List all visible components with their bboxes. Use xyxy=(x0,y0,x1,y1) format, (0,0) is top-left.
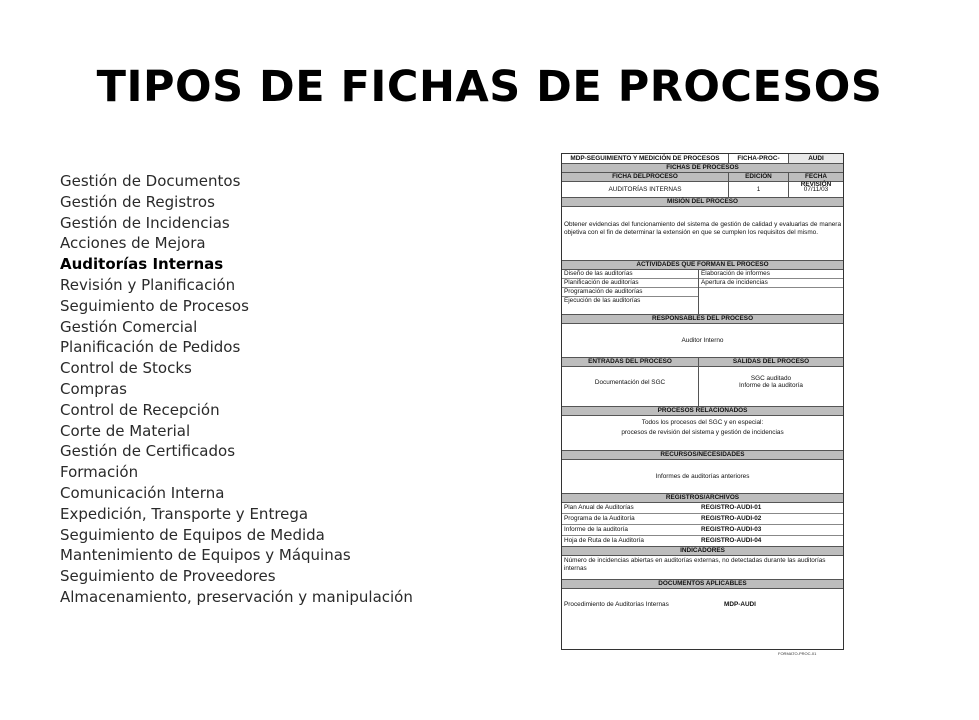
list-item: Seguimiento de Procesos xyxy=(60,296,249,315)
registro-row xyxy=(562,503,843,514)
actividad: Ejecución de las auditorías xyxy=(564,297,641,304)
page-title: TIPOS DE FICHAS DE PROCESOS xyxy=(96,62,883,112)
registro-code: REGISTRO-AUDI-02 xyxy=(701,515,762,522)
registro-code: REGISTRO-AUDI-03 xyxy=(701,526,762,533)
recursos: Informes de auditorías anteriores xyxy=(562,460,843,494)
mision-text: Obtener evidencias del funcionamiento del sistema de gestión de calidad y evaluarlas de manera objetiva con el fin de determinar la extensión en que se cumplen los requisitos del mismo. xyxy=(562,207,843,261)
list-item: Seguimiento de Equipos de Medida xyxy=(60,525,325,544)
process-form xyxy=(561,153,844,650)
list-item: Corte de Material xyxy=(60,421,191,440)
relacionado: Todos los procesos del SGC y en especial: xyxy=(641,419,764,426)
actividades xyxy=(562,270,843,315)
list-item: Control de Stocks xyxy=(60,359,192,378)
form-header-suffix: AUDI xyxy=(789,154,843,163)
list-item: Gestión Comercial xyxy=(60,317,198,336)
list-item: Control de Recepción xyxy=(60,400,220,419)
section-actividades: ACTIVIDADES QUE FORMAN EL PROCESO xyxy=(562,261,843,270)
registros xyxy=(562,503,843,547)
section-entradas: ENTRADAS DEL PROCESO xyxy=(562,358,699,366)
relacionados xyxy=(562,416,843,451)
documentos xyxy=(562,589,843,623)
list-item: Seguimiento de Proveedores xyxy=(60,567,276,586)
list-item: Expedición, Transporte y Entrega xyxy=(60,504,309,523)
actividad: Programación de auditorías xyxy=(562,288,698,297)
doc-code: MDP-AUDI xyxy=(724,601,756,608)
list-item: Gestión de Documentos xyxy=(60,172,241,190)
section-documentos: DOCUMENTOS APLICABLES xyxy=(562,580,843,589)
list-item: Formación xyxy=(60,463,139,482)
form-header xyxy=(562,154,843,164)
responsable: Auditor Interno xyxy=(562,324,843,358)
actividades-right xyxy=(699,270,843,314)
col-fecha: FECHA REVISIÓN xyxy=(800,173,832,188)
registro-name: Programa de la Auditoría xyxy=(564,515,635,522)
registro-name: Hoja de Ruta de la Auditoría xyxy=(564,537,644,544)
section-salidas: SALIDAS DEL PROCESO xyxy=(732,358,810,365)
section-indicadores: INDICADORES xyxy=(562,547,843,556)
section-responsables: RESPONSABLES DEL PROCESO xyxy=(562,315,843,324)
val-edicion: 1 xyxy=(729,182,789,197)
list-item: Gestión de Registros xyxy=(60,192,215,211)
doc-name: Procedimiento de Auditorías Internas xyxy=(564,601,669,608)
list-item: Comunicación Interna xyxy=(60,483,225,502)
salida: SGC auditado xyxy=(750,375,792,382)
process-list xyxy=(60,171,413,608)
list-item: Revisión y Planificación xyxy=(60,275,236,294)
entradas: Documentación del SGC xyxy=(562,367,699,406)
relacionado: procesos de revisión del sistema y gestión de incidencias xyxy=(621,429,784,436)
registro-name: Plan Anual de Auditorías xyxy=(564,504,634,511)
list-item: Acciones de Mejora xyxy=(60,234,206,253)
registro-row xyxy=(562,514,843,525)
form-header-title: MDP-SEGUIMIENTO Y MEDICIÓN DE PROCESOS xyxy=(562,154,729,163)
section-recursos: RECURSOS/NECESIDADES xyxy=(562,451,843,460)
list-item-active: Auditorías Internas xyxy=(60,255,224,274)
col-edicion: EDICIÓN xyxy=(729,173,789,181)
indicadores: Número de incidencias abiertas en auditorías externas, no detectadas durante las auditorías internas xyxy=(562,556,843,580)
section-registros: REGISTROS/ARCHIVOS xyxy=(562,494,843,503)
section-fichas: FICHAS DE PROCESOS xyxy=(562,164,843,173)
list-item: Almacenamiento, preservación y manipulación xyxy=(60,587,413,606)
form-footer: FORMATO-PROC-01 xyxy=(778,651,817,656)
list-item: Compras xyxy=(60,379,127,398)
list-item: Gestión de Incidencias xyxy=(60,213,230,232)
registro-code: REGISTRO-AUDI-01 xyxy=(701,504,762,511)
entradas-salidas xyxy=(562,367,843,407)
col-ficha: FICHA DELPROCESO xyxy=(562,173,729,181)
list-item: Mantenimiento de Equipos y Máquinas xyxy=(60,546,351,565)
registro-row xyxy=(562,536,843,546)
salidas xyxy=(699,367,843,406)
actividad: Diseño de las auditorías xyxy=(562,270,698,279)
section-mision: MISIÓN DEL PROCESO xyxy=(562,198,843,207)
registro-row xyxy=(562,525,843,536)
section-relacionados: PROCESOS RELACIONADOS xyxy=(562,407,843,416)
registro-code: REGISTRO-AUDI-04 xyxy=(701,537,762,544)
fichas-columns xyxy=(562,173,843,188)
salida: Informe de la auditoría xyxy=(739,382,803,389)
fichas-values xyxy=(562,182,843,198)
actividades-left xyxy=(562,270,699,314)
entradas-salidas-header xyxy=(562,358,843,367)
list-item: Gestión de Certificados xyxy=(60,442,236,461)
list-item: Planificación de Pedidos xyxy=(60,338,241,357)
actividad: Elaboración de informes xyxy=(699,270,843,279)
actividad: Apertura de incidencias xyxy=(699,279,843,288)
val-fecha: 07/11/03 xyxy=(803,186,829,193)
val-ficha: AUDITORÍAS INTERNAS xyxy=(562,182,729,197)
actividad: Planificación de auditorías xyxy=(562,279,698,288)
registro-name: Informe de la auditoría xyxy=(564,526,628,533)
form-header-code: FICHA-PROC- xyxy=(729,154,789,163)
